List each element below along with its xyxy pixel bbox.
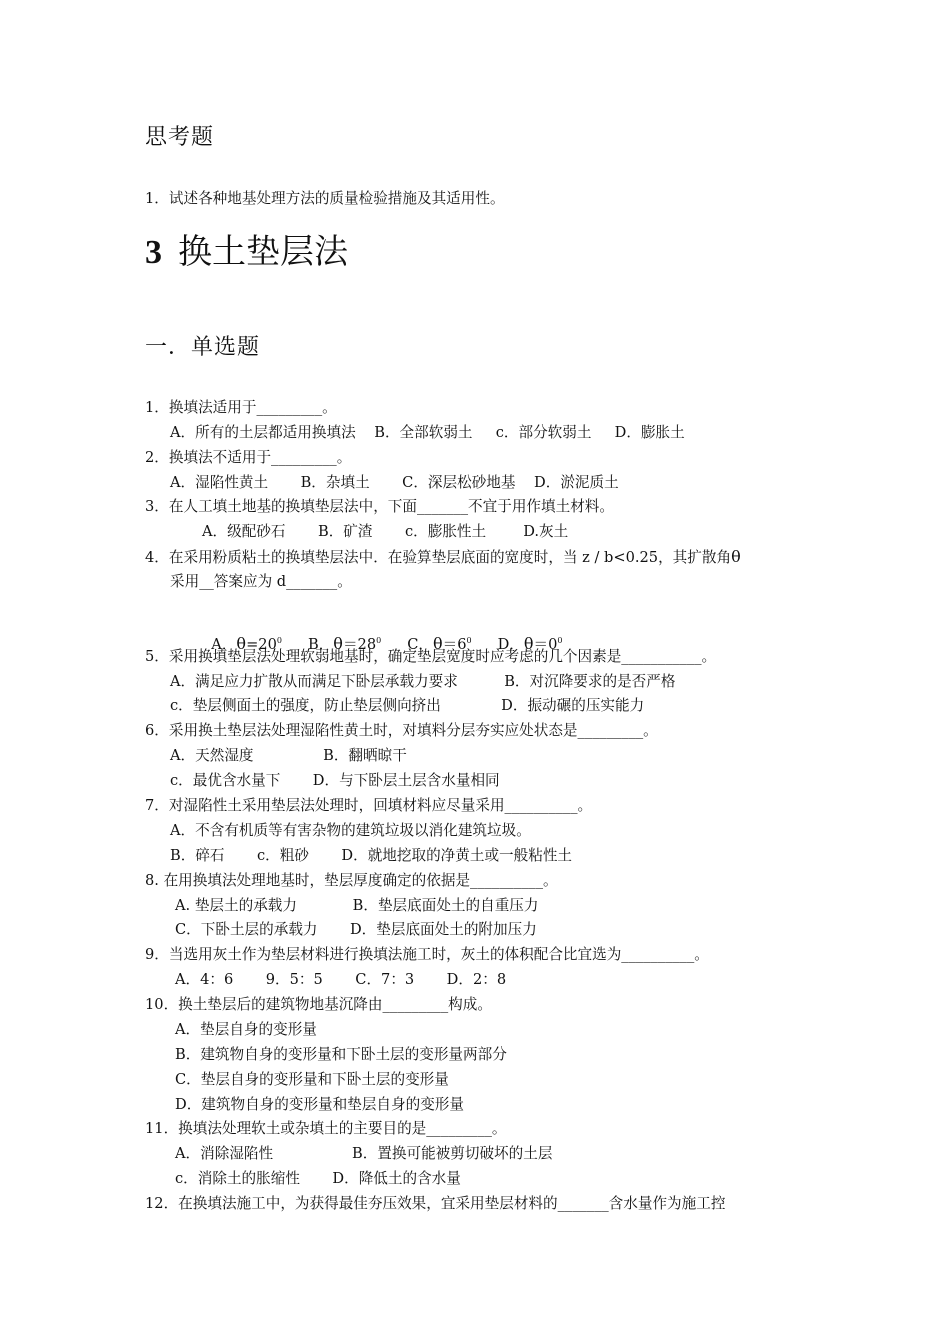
question-9-options: A．4：6 9．5：5 C．7：3 D．2：8 bbox=[175, 971, 507, 988]
question-6: 6．采用换土垫层法处理湿陷性黄土时，对填料分层夯实应处状态是_________。 bbox=[145, 722, 658, 739]
question-1: 1．换填法适用于_________。 bbox=[145, 399, 337, 416]
think-title: 思考题 bbox=[145, 125, 215, 150]
section-title: 一．单选题 bbox=[145, 335, 261, 360]
question-8-options-2: C．下卧土层的承载力 D．垫层底面处土的附加压力 bbox=[175, 921, 537, 938]
question-3-options: A．级配砂石 B．矿渣 c．膨胀性土 D.灰土 bbox=[202, 523, 569, 540]
question-11-options-1: A．消除湿陷性 B．置换可能被剪切破坏的土层 bbox=[175, 1145, 553, 1162]
chapter-title: 换土垫层法 bbox=[178, 232, 348, 272]
question-6-options-2: c．最优含水量下 D．与下卧层土层含水量相同 bbox=[170, 772, 500, 789]
q4-option-d: D．$\theta=0^0$ bbox=[497, 634, 563, 653]
question-5-options-1: A．满足应力扩散从而满足下卧层承载力要求 B．对沉降要求的是否严格 bbox=[170, 673, 676, 690]
question-10-option-d: D．建筑物自身的变形量和垫层自身的变形量 bbox=[175, 1096, 464, 1113]
question-1-options: A．所有的土层都适用换填法 B．全部软弱土 c．部分软弱土 D．膨胀土 bbox=[170, 424, 685, 441]
question-4-continued: 采用__答案应为 d_______。 bbox=[170, 573, 352, 590]
chapter-heading bbox=[145, 232, 348, 273]
think-question-1: 1．试述各种地基处理方法的质量检验措施及其适用性。 bbox=[145, 190, 505, 207]
question-9: 9．当选用灰土作为垫层材料进行换填法施工时，灰土的体积配合比宜选为__________。 bbox=[145, 946, 709, 963]
q4-option-c: C．$\theta=6^0$ bbox=[407, 634, 472, 653]
question-6-options-1: A．天然湿度 B．翻晒晾干 bbox=[170, 747, 407, 764]
theta-symbol: θ bbox=[731, 547, 741, 566]
question-7: 7．对湿陷性土采用垫层法处理时，回填材料应尽量采用__________。 bbox=[145, 797, 593, 814]
question-10: 10．换土垫层后的建筑物地基沉降由_________构成。 bbox=[145, 996, 492, 1013]
question-2: 2．换填法不适用于_________。 bbox=[145, 449, 352, 466]
q4-option-b: B．$\theta=28^0$ bbox=[307, 634, 382, 653]
chapter-number: 3 bbox=[145, 234, 162, 271]
question-10-option-a: A．垫层自身的变形量 bbox=[175, 1021, 317, 1038]
question-5: 5．采用换填垫层法处理软弱地基时，确定垫层宽度时应考虑的几个因素是___________。 bbox=[145, 648, 717, 665]
question-2-options: A．湿陷性黄土 B．杂填土 C．深层松砂地基 D．淤泥质土 bbox=[170, 474, 619, 491]
question-10-option-b: B．建筑物自身的变形量和下卧土层的变形量两部分 bbox=[175, 1046, 507, 1063]
question-7-options-2: B．碎石 c．粗砂 D．就地挖取的净黄土或一般粘性土 bbox=[170, 847, 573, 864]
question-11-options-2: c．消除土的胀缩性 D．降低土的含水量 bbox=[175, 1170, 461, 1187]
question-10-option-c: C．垫层自身的变形量和下卧土层的变形量 bbox=[175, 1071, 449, 1088]
question-8-options-1: A. 垫层土的承载力 B．垫层底面处土的自重压力 bbox=[175, 897, 539, 914]
question-3: 3．在人工填土地基的换填垫层法中，下面_______不宜于用作填土材料。 bbox=[145, 498, 614, 515]
question-7-options-1: A．不含有机质等有害杂物的建筑垃圾以消化建筑垃圾。 bbox=[170, 822, 531, 839]
question-4 bbox=[145, 547, 741, 568]
question-5-options-2: c．垫层侧面土的强度，防止垫层侧向挤出 D．振动碾的压实能力 bbox=[170, 697, 645, 714]
question-4-text: 4．在采用粉质粘土的换填垫层法中．在验算垫层底面的宽度时，当 z / b<0.25，其扩散角 bbox=[145, 549, 732, 566]
question-11: 11．换填法处理软土或杂填土的主要目的是_________。 bbox=[145, 1120, 507, 1137]
question-8: 8. 在用换填法处理地基时，垫层厚度确定的依据是__________。 bbox=[145, 872, 558, 889]
question-12: 12．在换填法施工中，为获得最佳夯压效果，宜采用垫层材料的_______含水量作为施工控 bbox=[145, 1195, 726, 1212]
q4-option-a: A．$\theta=20^0$ bbox=[211, 634, 282, 653]
